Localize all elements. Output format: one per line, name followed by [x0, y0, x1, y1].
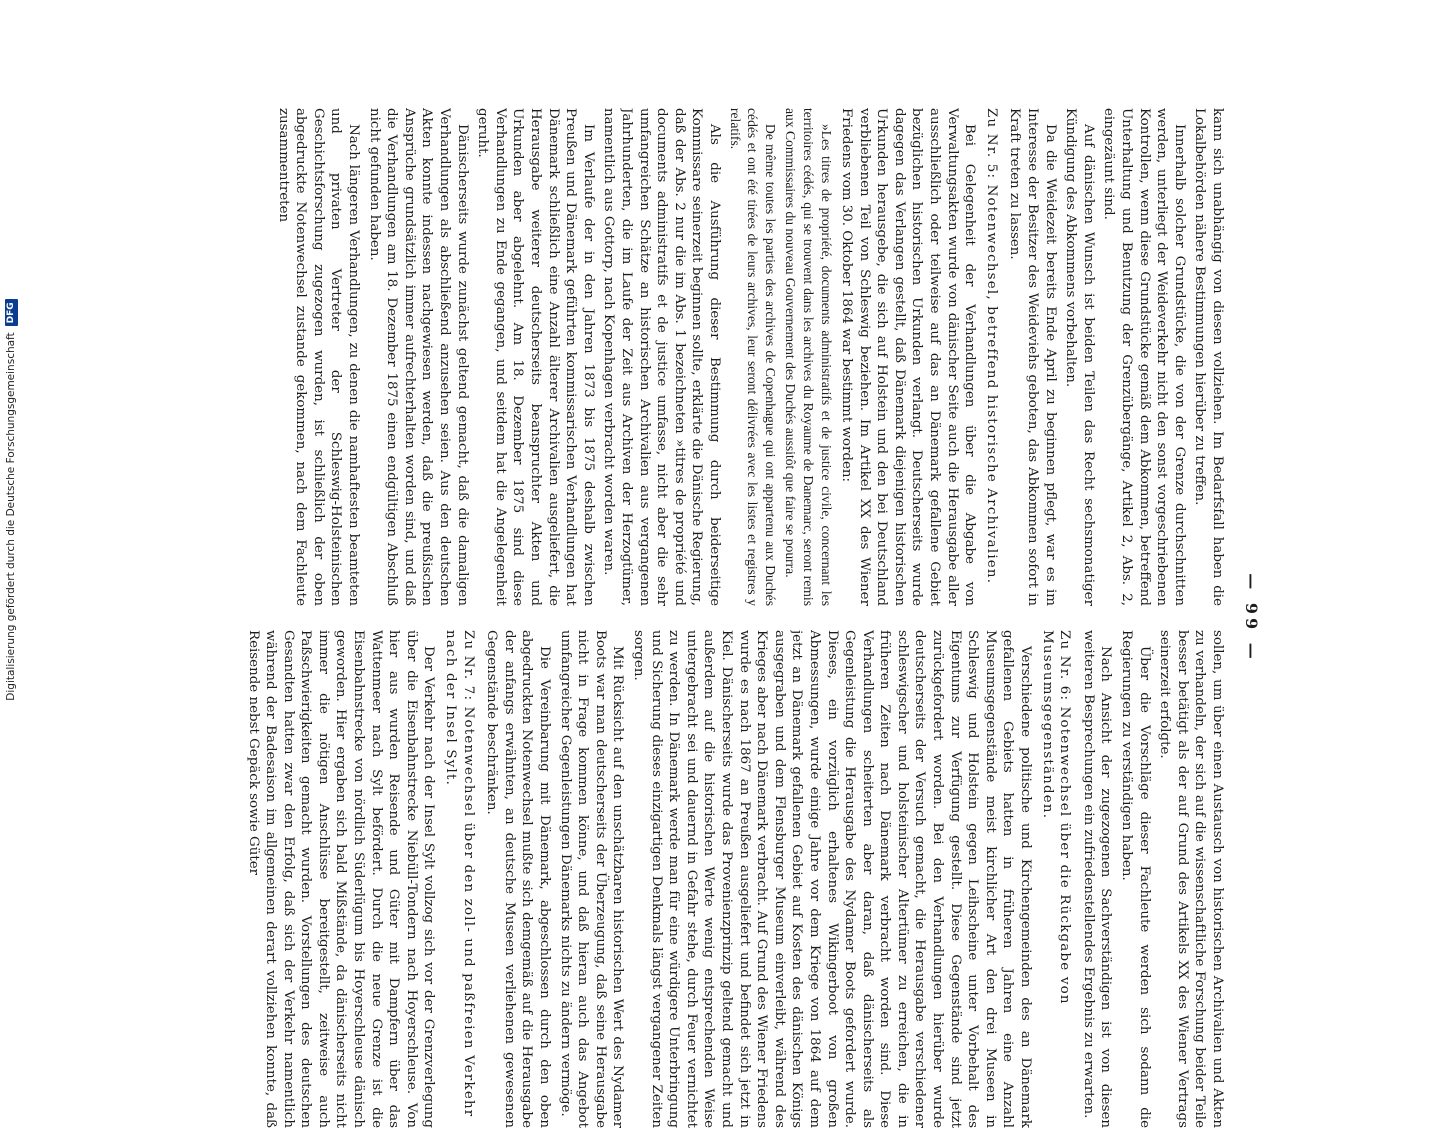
section-heading-7: Zu Nr. 7: Notenwechsel über den zoll- und paßfreien Verkehr nach der Insel Sylt.	[443, 630, 476, 1118]
treaty-quote: De même toutes les parties des archives de Copenhague qui ont appartenu aux Duchés cédés et ont été tirées de leurs archives, leur seront délivrées avec les listes et registres y relatifs.	[727, 108, 778, 606]
right-column	[126, 630, 1226, 1128]
digitization-credit	[0, 0, 22, 1000]
paragraph: sollen, um über einen Austausch von historischen Archivalien und Akten zu verhandeln, der sich auf die wissenschaftliche Forschung beider Teile besser betätigt als der auf Grund des Artikels XX des Wiener Vertrags seinerzeit erfolgte.	[1157, 630, 1225, 1128]
credit-text: Digitalisierung gefördert durch die Deutsche Forschungsgemeinschaft	[5, 332, 17, 701]
paragraph: Im Verlaufe der in den Jahren 1873 bis 1875 deshalb zwischen Preußen und Dänemark geführten kommissarischen Verhandlungen hat Dänemark schließlich eine Anzahl älterer Archivalien ausgeliefert, die Herausgabe weiterer deutscherseits beanspruchter Akten und Urkunden aber abgelehnt. Am 18. Dezember 1875 sind diese Verhandlungen zu Ende gegangen, und seitdem hat die Angelegenheit geruht.	[475, 108, 596, 606]
left-column	[126, 108, 1226, 606]
paragraph: Dänischerseits wurde zunächst geltend gemacht, daß die damaligen Verhandlungen als abschließend anzusehen seien. Aus den deutschen Akten konnte indessen nachgewiesen werden, daß die preußischen Ansprüche grundsätzlich immer aufrechterhalten worden sind, und daß die Verhandlungen am 18. Dezember 1875 einen endgültigen Abschluß nicht gefunden haben.	[366, 108, 470, 606]
paragraph: Verschiedene politische und Kirchengemeinden des an Dänemark gefallenen Gebiets hatten in früheren Jahren eine Anzahl Museumsgegenstände meist kirchlicher Art den drei Museen in Schleswig und Holstein gegen Leihscheine unter Vorbehalt des Eigentums zur Verfügung gestellt. Diese Gegenstände sind jetzt zurückgefordert worden. Bei den Verhandlungen hierüber wurde deutscherseits der Versuch gemacht, die Herausgabe verschiedener schleswigscher und holsteinischer Altertümer zu erreichen, die in früheren Zeiten nach Dänemark verbracht worden sind. Diese Verhandlungen scheiterten aber daran, daß dänischerseits als Gegenleistung die Herausgabe des Nydamer Boots gefordert wurde. Dieses, ein vorzüglich erhaltenes Wikingerboot von großen Abmessungen, wurde einige Jahre vor dem Kriege von 1864 auf dem jetzt an Dänemark gefallenen Gebiet auf Kosten des dänischen Königs ausgegraben und dem Flensburger Museum einverleibt, während des Krieges aber nach Dänemark verbracht. Auf Grund des Wiener Friedens wurde es nach 1867 an Preußen ausgeliefert und befindet sich jetzt in Kiel. Dänischerseits wurde das Provenienzprinzip geltend gemacht und außerdem auf die historischen Werte wenig entsprechenden Weise untergebracht sei und dauernd in Gefahr stehe, durch Feuer vernichtet zu werden. In Dänemark werde man für eine würdigere Unterbringung und Sicherung dieses einzigartigen Denkmals längst vergangener Zeiten sorgen.	[631, 630, 1034, 1128]
treaty-quote: »Les titres de propriété, documents administratifs et de justice civile, concernant les territoires cédés, qui se trouvent dans les archives du Royaume de Danemarc, seront remis aux Commissaires du nouveau Gouvernement des Duchés aussitôt que faire se pourra.	[783, 108, 834, 606]
paragraph: kann sich unabhängig von diesen vollziehen. Im Bedarfsfall haben die Lokalbehörden nähere Bestimmungen hierüber zu treffen.	[1192, 108, 1225, 606]
paragraph: Über die Vorschläge dieser Fachleute werden sich sodann die Regierungen zu verständigen haben.	[1119, 630, 1152, 1128]
paragraph: Nach Ansicht der zugezogenen Sachverständigen ist von diesen weiteren Besprechungen ein zufriedenstellendes Ergebnis zu erwarten.	[1080, 630, 1114, 1128]
paragraph: Der Verkehr nach der Insel Sylt vollzog sich vor der Grenzverlegung über die Eisenbahnstrecke Niebüll-Tondern nach Hoyerschleuse. Von hier aus wurden Reisende und Güter mit Dampfern über das Wattenmeer nach Sylt befördert. Durch die neue Grenze ist die Eisenbahnstrecke von nördlich Süderlügum bis Hoyerschleuse dänisch geworden. Hier ergaben sich bald Mißstände, da dänischerseits nicht immer die nötigen Anschlüsse bereitgestellt, zeitweise auch Paßschwierigkeiten gemacht wurden. Vorstellungen des deutschen Gesandten hatten zwar den Erfolg, daß sich der Verkehr namentlich während der Badesaison im allgemeinen derart vollziehen konnte, daß Reisende nebst Gepäck sowie Güter	[245, 630, 437, 1128]
paragraph: Mit Rücksicht auf den unschätzbaren historischen Wert des Nydamer Boots war man deutscherseits der Überzeugung, daß seine Herausgabe nicht in Frage kommen könne, und daß hieran auch das Angebot umfangreicher Gegenleistungen Dänemarks nichts zu ändern vermöge.	[557, 630, 626, 1128]
page-number: — 99 —	[1242, 573, 1261, 663]
scanned-page	[120, 108, 1260, 1128]
paragraph: Nach längeren Verhandlungen, zu denen die namhaftesten beamteten und privaten Vertreter der Schleswig-Holsteinischen Geschichtsforschung zugezogen wurden, ist schließlich der oben abgedruckte Notenwechsel zustande gekommen, nach dem Fachleute zusammentreten	[275, 108, 362, 606]
section-heading-6: Zu Nr. 6: Notenwechsel über die Rückgabe von Museumsgegenständen.	[1039, 630, 1073, 1005]
dfg-logo: DFG	[5, 299, 18, 326]
paragraph: Die Vereinbarung mit Dänemark, abgeschlossen durch den oben abgedruckten Notenwechsel mußte sich demgemäß auf die Herausgabe der anfangs erwähnten, an deutsche Museen verliehenen gewesenen Gegenstände beschränken.	[484, 630, 553, 1128]
section-heading-5: Zu Nr. 5: Notenwechsel, betreffend historische Archivalien.	[983, 108, 999, 585]
paragraph: Innerhalb solcher Grundstücke, die von der Grenze durchschnitten werden, unterliegt der Weideverkehr nicht den sonst vorgeschriebenen Kontrollen, wenn diese Grundstücke gemäß dem Abkommen, betreffend Unterhaltung und Benutzung der Grenzübergänge, Artikel 2, Abs. 2, eingezäunt sind.	[1101, 108, 1187, 606]
paragraph: Als die Ausführung dieser Bestimmung durch beiderseitige Kommissare seinerzeit beginnen sollte, erklärte die Dänische Regierung, daß der Abs. 2 nur die im Abs. 1 bezeichneten »titres de propriété und documents administratifs et de justice umfasse, nicht aber die sehr umfangreichen Schätze an historischen Archivalien aus vergangenen Jahrhunderten, die im Laufe der Zeit aus Archiven der Herzogtümer, namentlich aus Gottorp, nach Kopenhagen verbracht worden waren.	[601, 108, 722, 606]
paragraph: Da die Weidezeit bereits Ende April zu beginnen pflegt, war es im Interesse der Besitzer des Weideviehs geboten, das Abkommen sofort in Kraft treten zu lassen.	[1007, 108, 1058, 606]
paragraph: Auf dänischen Wunsch ist beiden Teilen das Recht sechsmonatiger Kündigung des Abkommens vorbehalten.	[1063, 108, 1096, 606]
paragraph: Bei Gelegenheit der Verhandlungen über die Abgabe von Verwaltungsakten wurde von dänischer Seite auch die Herausgabe aller ausschließlich oder teilweise auf das an Dänemark gefallene Gebiet bezüglichen historischen Urkunden verlangt. Deutscherseits wurde dagegen das Verlangen gestellt, daß Dänemark diejenigen historischen Urkunden herausgebe, die sich auf Holstein und den bei Deutschland verbliebenen Teil von Schleswig beziehen. Im Artikel XX des Wiener Friedens vom 30. Oktober 1864 war bestimmt worden:	[839, 108, 978, 606]
